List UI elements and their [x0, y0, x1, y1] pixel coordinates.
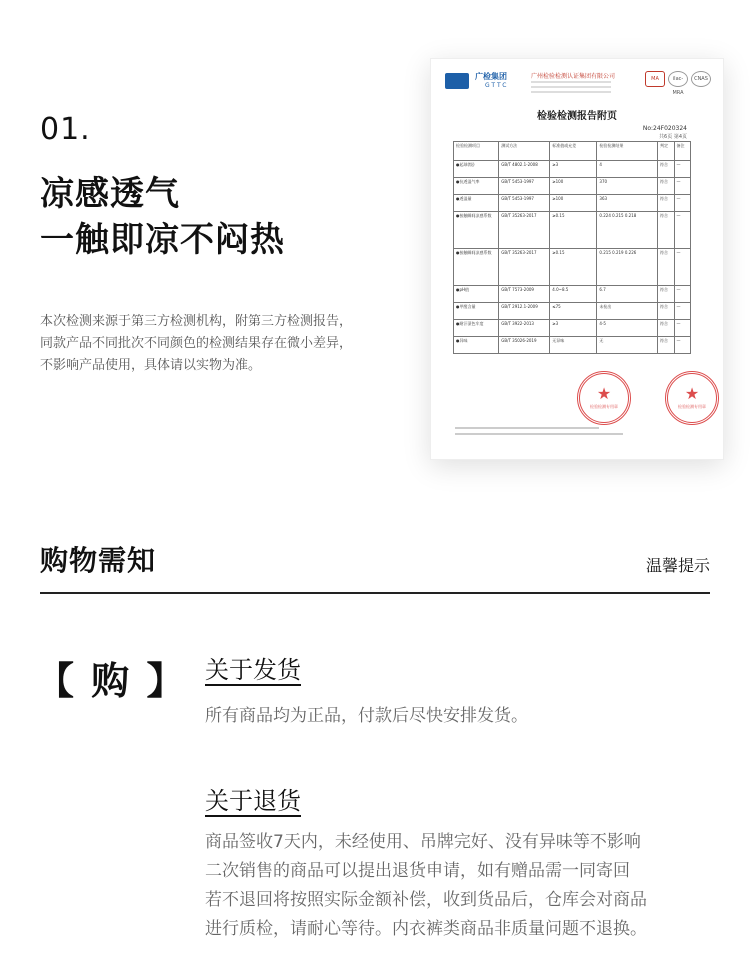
report-page: 共6页 第4页 — [659, 134, 687, 140]
return-text — [205, 828, 715, 944]
report-table-cell: 4.0~8.5 — [549, 286, 596, 302]
report-table-cell: — — [674, 320, 692, 336]
report-table-cell: — — [674, 337, 692, 353]
report-table-cell: ●接触瞬间凉感系数 — [453, 249, 498, 285]
shopping-notice-title: 购物需知 — [40, 544, 157, 577]
report-table-cell: ≥3 — [549, 320, 596, 336]
return-text-line1: 商品签收7天内，未经使用、吊牌完好、没有异味等不影响 — [205, 832, 641, 852]
test-report-image — [430, 58, 724, 460]
report-table-cell: 0.224 0.215 0.218 — [596, 212, 657, 248]
report-table-cell: GB/T 7573-2009 — [498, 286, 549, 302]
report-note-line3: 不影响产品使用，具体请以实物为准。 — [40, 358, 262, 373]
report-table-row — [453, 319, 691, 336]
report-table-cell: GB/T 35263-2017 — [498, 212, 549, 248]
report-table-cell: 4 — [596, 161, 657, 177]
report-org-abbr: GTTC — [485, 82, 509, 89]
report-table-row — [453, 302, 691, 319]
report-title: 检验检测报告附页 — [537, 111, 617, 122]
report-table-cell: 符合 — [657, 161, 674, 177]
report-table-cell: ●透湿量 — [453, 195, 498, 211]
report-table-cell: GB/T 35263-2017 — [498, 249, 549, 285]
report-table-cell: — — [674, 195, 692, 211]
report-table-cell: 检验检测项目 — [453, 142, 498, 160]
return-text-line2: 二次销售的商品可以提出退货申请，如有赠品需一同寄回 — [205, 861, 630, 881]
warm-tips-label: 温馨提示 — [645, 556, 710, 575]
report-table-cell: 检验检测结果 — [596, 142, 657, 160]
report-table-cell: 符合 — [657, 178, 674, 194]
report-header — [445, 69, 713, 103]
ilac-mark-icon: ilac-MRA — [668, 71, 688, 87]
report-table-cell: ≥100 — [549, 195, 596, 211]
return-heading: 关于退货 — [205, 787, 301, 815]
section-divider — [40, 592, 710, 594]
report-table-cell: ●耐汗渍色牢度 — [453, 320, 498, 336]
report-table-cell: ●抗透湿气率 — [453, 178, 498, 194]
report-table-cell: 无异味 — [549, 337, 596, 353]
report-table-cell: 符合 — [657, 286, 674, 302]
report-table-cell: 备注 — [674, 142, 692, 160]
report-table-cell: GB/T 35026-2019 — [498, 337, 549, 353]
report-table-cell: 未检出 — [596, 303, 657, 319]
report-table-cell: 0.215 0.219 0.226 — [596, 249, 657, 285]
report-table-cell: ≥0.15 — [549, 249, 596, 285]
inspection-stamp-icon: ★ 检验检测专用章 — [577, 371, 631, 425]
report-table-row — [453, 177, 691, 194]
certification-marks — [645, 71, 711, 96]
return-text-line4: 进行质检，请耐心等待。内衣裤类商品非质量问题不退换。 — [205, 919, 647, 939]
section-number: 01. — [40, 112, 91, 147]
report-table-row — [453, 211, 691, 248]
report-table-cell: ●pH值 — [453, 286, 498, 302]
report-table-row — [453, 194, 691, 211]
report-table — [453, 141, 691, 354]
shipping-heading: 关于发货 — [205, 656, 301, 684]
report-table-cell: ●甲醛含量 — [453, 303, 498, 319]
cnas-mark-icon: CNAS — [691, 71, 711, 87]
report-footer — [455, 427, 695, 439]
shipping-text: 所有商品均为正品，付款后尽快安排发货。 — [205, 706, 528, 726]
report-note — [40, 311, 380, 377]
report-table-cell: — — [674, 161, 692, 177]
report-table-cell: ≤75 — [549, 303, 596, 319]
report-table-cell: 363 — [596, 195, 657, 211]
section-title-line2: 一触即凉不闷热 — [40, 220, 285, 260]
report-table-row — [453, 248, 691, 285]
report-table-cell: 符合 — [657, 320, 674, 336]
return-text-line3: 若不退回将按照实际金额补偿，收到货品后，仓库会对商品 — [205, 890, 647, 910]
report-table-row — [453, 285, 691, 302]
section-title-line1: 凉感透气 — [40, 174, 180, 214]
report-table-cell: 370 — [596, 178, 657, 194]
report-institute-lines — [531, 81, 611, 96]
report-table-cell: ≥3 — [549, 161, 596, 177]
report-table-cell: — — [674, 286, 692, 302]
report-table-cell: 符合 — [657, 337, 674, 353]
report-table-cell: — — [674, 303, 692, 319]
report-table-cell: 6.7 — [596, 286, 657, 302]
report-note-line1: 本次检测来源于第三方检测机构，附第三方检测报告， — [40, 314, 353, 329]
report-institute: 广州检验检测认证集团有限公司 — [531, 73, 616, 80]
report-table-cell: GB/T 5453-1997 — [498, 178, 549, 194]
report-table-cell: 4-5 — [596, 320, 657, 336]
report-table-cell: 无 — [596, 337, 657, 353]
report-table-cell: GB/T 3922-2013 — [498, 320, 549, 336]
report-table-cell: ≥100 — [549, 178, 596, 194]
ma-mark-icon: MA — [645, 71, 665, 87]
report-table-cell: ≥0.15 — [549, 212, 596, 248]
report-table-cell: 符合 — [657, 212, 674, 248]
report-table-cell: ●起球(级) — [453, 161, 498, 177]
report-table-cell: ●接触瞬间凉感系数 — [453, 212, 498, 248]
report-table-cell: GB/T 5453-1997 — [498, 195, 549, 211]
report-table-cell: — — [674, 178, 692, 194]
report-table-cell: — — [674, 249, 692, 285]
report-org-name: 广检集团 — [475, 72, 507, 81]
report-table-row — [453, 336, 691, 354]
gttc-logo-icon — [445, 73, 469, 89]
report-table-cell: 判定 — [657, 142, 674, 160]
report-table-cell: ●异味 — [453, 337, 498, 353]
report-table-cell: 标准值或允差 — [549, 142, 596, 160]
report-table-cell: GB/T 2912.1-2009 — [498, 303, 549, 319]
report-note-line2: 同款产品不同批次不同颜色的检测结果存在微小差异， — [40, 336, 353, 351]
report-number: No:24F020324 — [642, 125, 687, 132]
report-table-cell: 符合 — [657, 249, 674, 285]
report-table-cell: 符合 — [657, 195, 674, 211]
report-table-header — [453, 141, 691, 160]
report-table-cell: GB/T 4802.1-2008 — [498, 161, 549, 177]
report-table-cell: — — [674, 212, 692, 248]
report-table-row — [453, 160, 691, 177]
report-table-cell: 符合 — [657, 303, 674, 319]
inspection-stamp-icon: ★ 检验检测专用章 — [665, 371, 719, 425]
buy-label: 【 购 】 — [36, 659, 187, 703]
report-table-cell: 测试方法 — [498, 142, 549, 160]
